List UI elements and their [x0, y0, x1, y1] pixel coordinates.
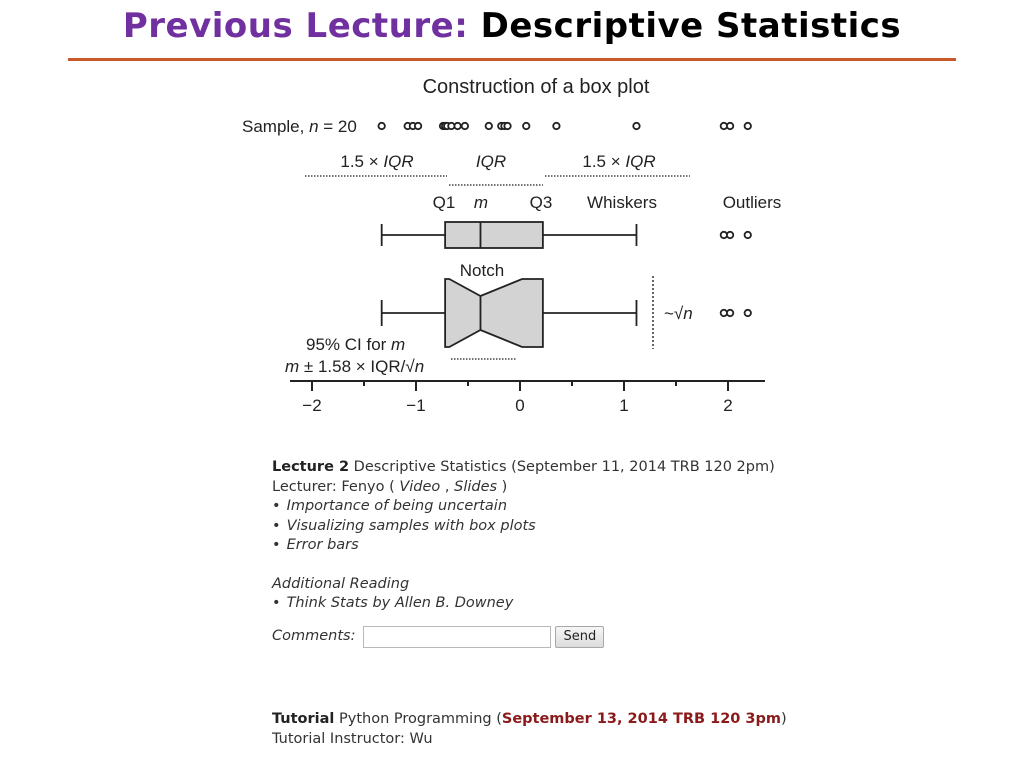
sample-point	[415, 123, 421, 129]
sample-point	[633, 123, 639, 129]
lecturer-line	[272, 478, 832, 498]
ci-line2-a: m	[285, 357, 300, 376]
sample-n: n	[309, 117, 319, 136]
topic-item: • Error bars	[272, 536, 832, 556]
iqr-right-label-b: IQR	[625, 152, 656, 171]
q1-label: Q1	[432, 193, 456, 212]
spacer	[272, 556, 832, 575]
q3-label: Q3	[529, 193, 553, 212]
ci-line1-b: m	[391, 335, 406, 354]
sample-suffix: = 20	[318, 117, 357, 136]
sqrt-n-label-a: ~√	[664, 304, 684, 323]
notched-box-plot-outliers	[721, 310, 751, 316]
notched-box	[445, 279, 543, 347]
comments-label: Comments:	[272, 627, 356, 644]
outlier-point	[727, 232, 733, 238]
sqrt-n-label-b: n	[683, 304, 693, 323]
send-button[interactable]: Send	[555, 626, 604, 648]
sample-point	[486, 123, 492, 129]
x-axis-tick-label: 2	[723, 396, 733, 415]
notch-label: Notch	[459, 261, 505, 280]
x-axis-tick-label: 0	[515, 396, 525, 415]
outliers-label: Outliers	[722, 193, 782, 212]
sample-points	[378, 123, 750, 129]
sample-point	[745, 123, 751, 129]
figure-title: Construction of a box plot	[422, 76, 650, 98]
sample-point	[378, 123, 384, 129]
reading-heading: Additional Reading	[272, 575, 410, 592]
tutorial-title: Python Programming (	[334, 711, 502, 727]
lecturer-suffix: )	[497, 478, 508, 495]
x-axis-tick-label: −2	[302, 396, 322, 415]
iqr-left-label-b: IQR	[383, 152, 414, 171]
tutorial-label: Tutorial	[272, 711, 335, 727]
iqr-left-label-a: 1.5 ×	[340, 152, 384, 171]
sqrt-n-label	[664, 304, 693, 323]
lecture-info	[272, 458, 832, 648]
sample-point	[727, 123, 733, 129]
lecture-label: Lecture 2	[272, 459, 350, 475]
outlier-point	[745, 310, 751, 316]
sample-point	[504, 123, 510, 129]
sample-point	[462, 123, 468, 129]
video-link[interactable]: Video	[399, 478, 441, 495]
comments-form	[272, 626, 832, 648]
outlier-point	[745, 232, 751, 238]
ci-line1-a: 95% CI for	[306, 335, 392, 354]
sample-label	[242, 117, 357, 136]
x-axis-tick-label: −1	[406, 396, 426, 415]
title-main: Descriptive Statistics	[480, 6, 902, 46]
ci-label-line1	[306, 335, 405, 354]
tutorial-instructor: Tutorial Instructor: Wu	[272, 730, 433, 747]
topic-item: • Importance of being uncertain	[272, 497, 832, 517]
iqr-mid-label: IQR	[475, 152, 507, 171]
tutorial-heading	[272, 710, 832, 730]
median-label: m	[473, 193, 489, 212]
outlier-point	[727, 310, 733, 316]
sample-prefix: Sample,	[242, 117, 310, 136]
whiskers-label: Whiskers	[587, 193, 657, 212]
box-plot	[382, 222, 637, 248]
sample-point	[523, 123, 529, 129]
ci-line2-c: n	[414, 357, 425, 376]
ci-label-line2	[285, 357, 424, 376]
reading-item[interactable]: • Think Stats by Allen B. Downey	[272, 594, 832, 614]
iqr-left-label	[340, 152, 413, 171]
lecture-title: Descriptive Statistics (September 11, 2014 TRB 120 2pm)	[349, 459, 775, 475]
sample-point	[454, 123, 460, 129]
x-axis-ticks	[302, 381, 732, 415]
tutorial-date: September 13, 2014 TRB 120 3pm	[501, 711, 782, 727]
slides-link[interactable]: Slides	[454, 478, 498, 495]
topic-item: • Visualizing samples with box plots	[272, 517, 832, 537]
tutorial-info	[272, 710, 832, 749]
box-plot-outliers	[721, 232, 751, 238]
sample-point	[553, 123, 559, 129]
comments-input[interactable]	[363, 626, 551, 648]
title-prefix: Previous Lecture:	[122, 6, 469, 46]
lecture-heading	[272, 458, 832, 478]
notched-box-plot	[382, 279, 637, 347]
x-axis-tick-label: 1	[619, 396, 629, 415]
ci-line2-b: ± 1.58 × IQR/√	[299, 357, 415, 376]
iqr-box	[445, 222, 543, 248]
iqr-right-label-a: 1.5 ×	[582, 152, 626, 171]
link-separator: ,	[440, 478, 455, 495]
tutorial-close: )	[781, 711, 787, 727]
iqr-right-label	[582, 152, 655, 171]
lecturer-prefix: Lecturer: Fenyo (	[272, 478, 400, 495]
